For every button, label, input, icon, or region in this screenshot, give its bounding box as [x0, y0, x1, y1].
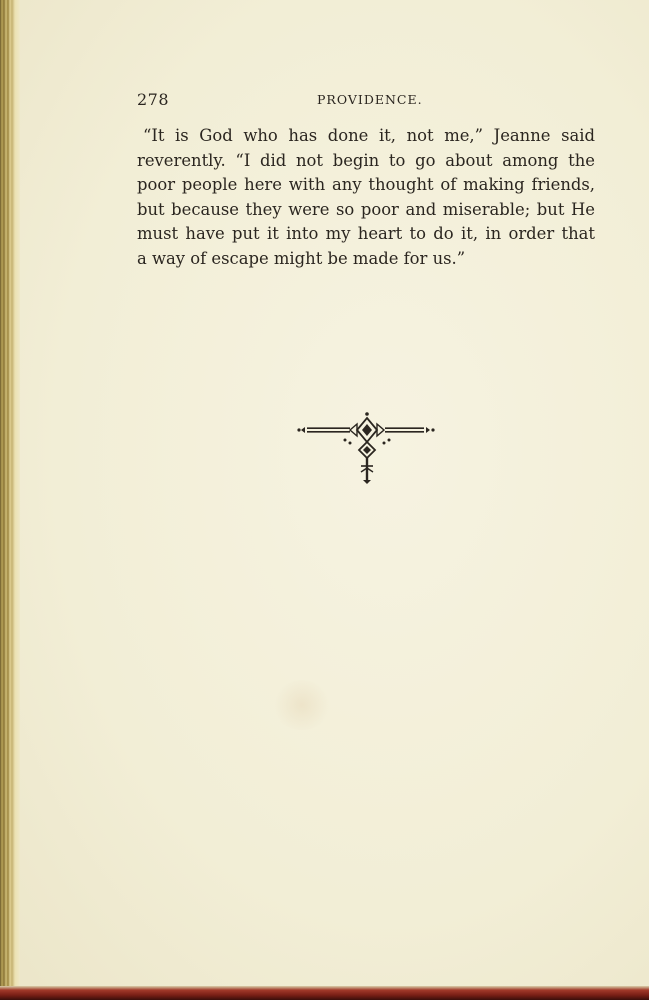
text-line: a way of escape might be made for us.” [137, 248, 466, 268]
paper-stain [272, 680, 332, 730]
page-header [137, 90, 597, 112]
text-line: “It is God who has done it, not me,” Jeanne said [143, 126, 595, 145]
tailpiece-ornament-icon [295, 410, 440, 490]
text-line: poor people here with any thought of making friends, [137, 175, 595, 194]
body-paragraph [137, 124, 595, 271]
text-line: reverently. “I did not begin to go about among the [137, 150, 595, 170]
text-line: must have put it into my heart to do it, in order that [137, 224, 595, 243]
page-gutter-binding [0, 0, 20, 1000]
running-title: PROVIDENCE. [317, 92, 423, 107]
page-number: 278 [137, 90, 170, 109]
text-line: but because they were so poor and miserable; but He [137, 199, 595, 219]
book-bottom-edge [0, 986, 649, 1000]
